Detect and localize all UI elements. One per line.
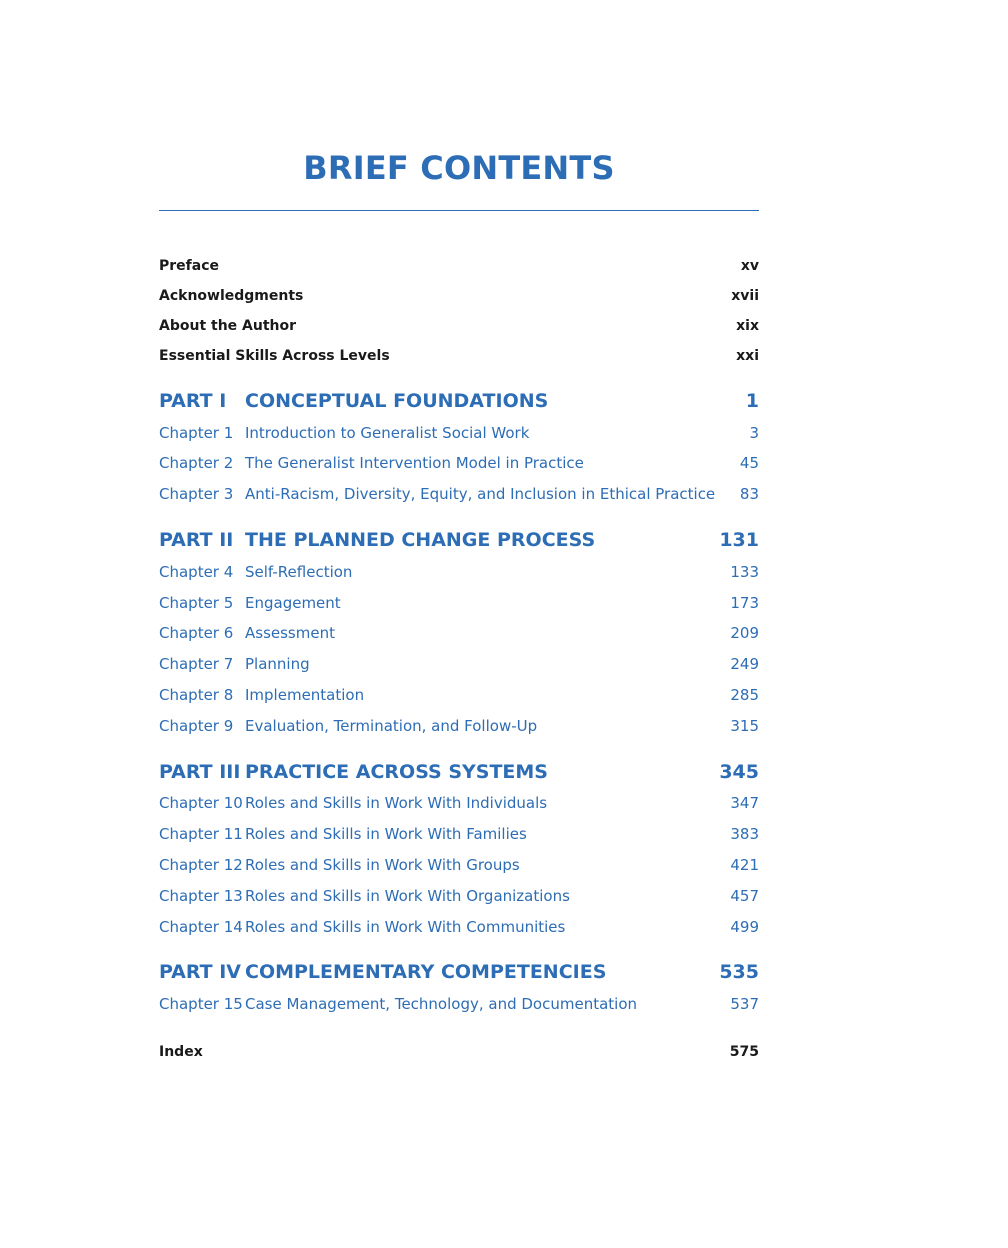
chapter-page: 457 <box>730 887 759 905</box>
title-divider <box>159 210 759 211</box>
toc-entry-label: Preface <box>159 258 219 274</box>
chapter-title: Introduction to Generalist Social Work <box>245 424 530 442</box>
toc-chapter-13[interactable] <box>159 883 759 909</box>
toc-chapter-8[interactable] <box>159 682 759 708</box>
part-number: PART III <box>159 761 241 783</box>
chapter-title: Roles and Skills in Work With Organizations <box>245 887 570 905</box>
toc-chapter-5[interactable] <box>159 590 759 616</box>
chapter-title: Assessment <box>245 624 335 642</box>
toc-chapter-6[interactable] <box>159 620 759 646</box>
toc-part-2[interactable] <box>159 525 759 555</box>
chapter-page: 499 <box>730 918 759 936</box>
chapter-title: Roles and Skills in Work With Communities <box>245 918 566 936</box>
chapter-page: 315 <box>730 717 759 735</box>
toc-chapter-3[interactable] <box>159 481 759 507</box>
part-page: 535 <box>719 961 759 983</box>
chapter-title: Evaluation, Termination, and Follow-Up <box>245 717 538 735</box>
chapter-page: 3 <box>749 424 759 442</box>
chapter-number: Chapter 9 <box>159 717 234 735</box>
chapter-number: Chapter 5 <box>159 594 234 612</box>
toc-entry-label: Acknowledgments <box>159 288 304 304</box>
chapter-title: Roles and Skills in Work With Individuals <box>245 794 548 812</box>
chapter-number: Chapter 3 <box>159 485 234 503</box>
chapter-title: Roles and Skills in Work With Families <box>245 825 527 843</box>
chapter-title: The Generalist Intervention Model in Practice <box>245 454 584 472</box>
chapter-number: Chapter 15 <box>159 995 243 1013</box>
part-title: COMPLEMENTARY COMPETENCIES <box>245 961 607 983</box>
toc-chapter-1[interactable] <box>159 420 759 446</box>
toc-chapter-4[interactable] <box>159 559 759 585</box>
toc-entry-label: Index <box>159 1044 203 1060</box>
toc-entry-page: 575 <box>729 1044 759 1060</box>
toc-entry-about-the-author[interactable] <box>159 313 759 339</box>
chapter-title: Roles and Skills in Work With Groups <box>245 856 520 874</box>
page-title: BRIEF CONTENTS <box>303 149 615 187</box>
chapter-title: Planning <box>245 655 310 673</box>
toc-entry-index[interactable] <box>159 1039 759 1065</box>
toc-chapter-14[interactable] <box>159 914 759 940</box>
toc-entry-page: xix <box>736 318 759 334</box>
chapter-number: Chapter 6 <box>159 624 234 642</box>
part-title: THE PLANNED CHANGE PROCESS <box>245 529 596 551</box>
part-number: PART IV <box>159 961 242 983</box>
chapter-number: Chapter 14 <box>159 918 243 936</box>
chapter-number: Chapter 2 <box>159 454 234 472</box>
toc-chapter-12[interactable] <box>159 852 759 878</box>
toc-entry-acknowledgments[interactable] <box>159 283 759 309</box>
chapter-page: 537 <box>730 995 759 1013</box>
toc-part-4[interactable] <box>159 957 759 987</box>
chapter-title: Case Management, Technology, and Documentation <box>245 995 638 1013</box>
chapter-page: 249 <box>730 655 759 673</box>
chapter-number: Chapter 13 <box>159 887 243 905</box>
toc-entry-page: xvii <box>731 288 759 304</box>
chapter-number: Chapter 12 <box>159 856 243 874</box>
chapter-page: 347 <box>730 794 759 812</box>
part-number: PART I <box>159 390 227 412</box>
part-number: PART II <box>159 529 234 551</box>
toc-chapter-2[interactable] <box>159 450 759 476</box>
part-title: CONCEPTUAL FOUNDATIONS <box>245 390 549 412</box>
part-title: PRACTICE ACROSS SYSTEMS <box>245 761 548 783</box>
toc-part-3[interactable] <box>159 757 759 787</box>
chapter-number: Chapter 10 <box>159 794 243 812</box>
toc-entry-essential-skills[interactable] <box>159 343 759 369</box>
toc-entry-preface[interactable] <box>159 253 759 279</box>
chapter-page: 285 <box>730 686 759 704</box>
chapter-number: Chapter 8 <box>159 686 234 704</box>
chapter-number: Chapter 1 <box>159 424 234 442</box>
chapter-title: Self-Reflection <box>245 563 353 581</box>
chapter-page: 421 <box>730 856 759 874</box>
toc-entry-page: xxi <box>736 348 759 364</box>
toc-chapter-11[interactable] <box>159 821 759 847</box>
toc-chapter-9[interactable] <box>159 713 759 739</box>
chapter-page: 133 <box>730 563 759 581</box>
chapter-page: 209 <box>730 624 759 642</box>
chapter-title: Anti-Racism, Diversity, Equity, and Inclusion in Ethical Practice <box>245 485 716 503</box>
toc-chapter-7[interactable] <box>159 651 759 677</box>
part-page: 1 <box>745 390 759 412</box>
chapter-number: Chapter 11 <box>159 825 243 843</box>
toc-entry-label: About the Author <box>159 318 297 334</box>
toc-part-1[interactable] <box>159 386 759 416</box>
chapter-page: 173 <box>730 594 759 612</box>
toc-entry-label: Essential Skills Across Levels <box>159 348 390 364</box>
chapter-page: 83 <box>739 485 759 503</box>
part-page: 345 <box>719 761 759 783</box>
chapter-page: 45 <box>739 454 759 472</box>
chapter-title: Engagement <box>245 594 341 612</box>
chapter-number: Chapter 7 <box>159 655 234 673</box>
chapter-title: Implementation <box>245 686 365 704</box>
chapter-number: Chapter 4 <box>159 563 234 581</box>
chapter-page: 383 <box>730 825 759 843</box>
toc-chapter-15[interactable] <box>159 991 759 1017</box>
toc-chapter-10[interactable] <box>159 790 759 816</box>
part-page: 131 <box>719 529 759 551</box>
toc-entry-page: xv <box>740 258 759 274</box>
